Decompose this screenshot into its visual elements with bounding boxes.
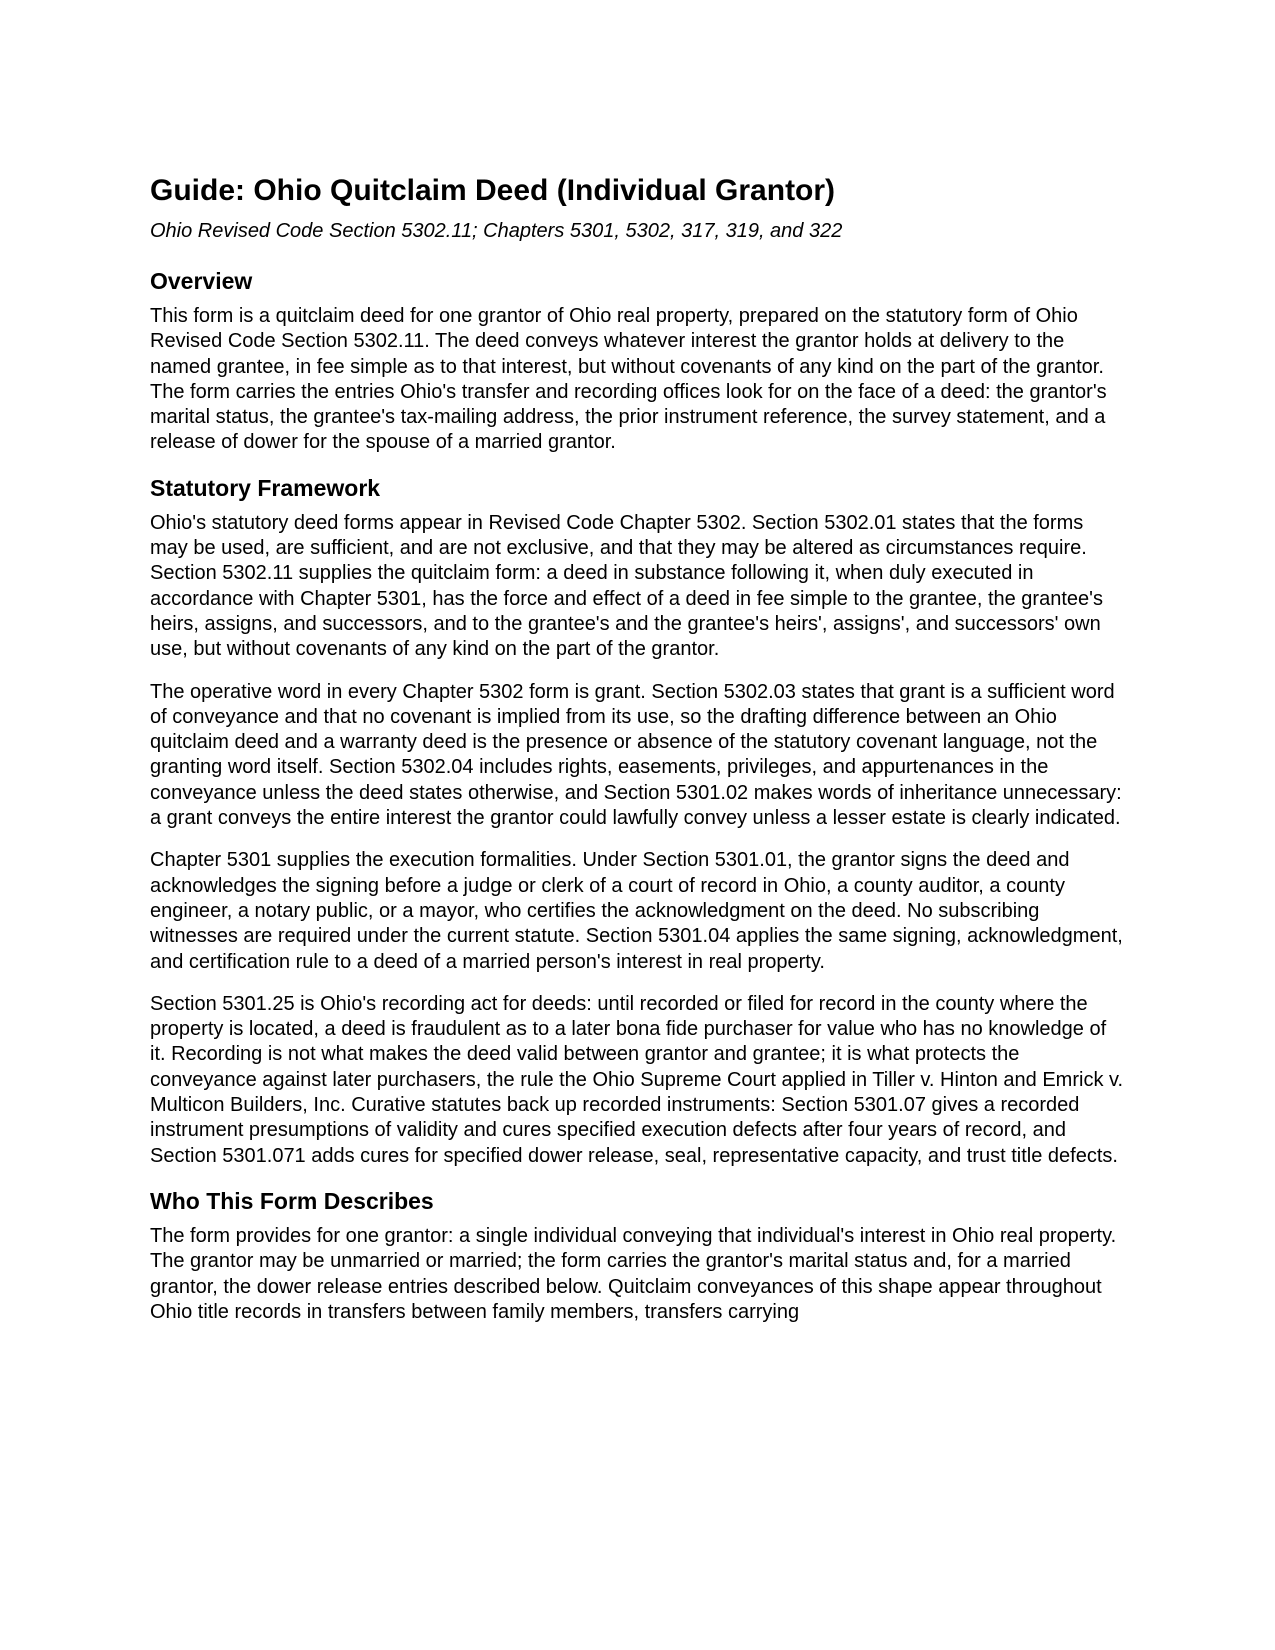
paragraph: The operative word in every Chapter 5302 form is grant. Section 5302.03 states that grant is a sufficient word of conveyance and that no covenant is implied from its use, so the drafting difference between an Ohio quitclaim deed and a warranty deed is the presence or absence of the statutory covenant language, not the granting word itself. Section 5302.04 includes rights, easements, privileges, and appurtenances in the conveyance unless the deed states otherwise, and Section 5301.02 makes words of inheritance unnecessary: a grant conveys the entire interest the grantor could lawfully convey unless a lesser estate is clearly indicated. <box>150 680 1122 830</box>
section-who-this-form-describes <box>150 1186 1125 1325</box>
document-title: Guide: Ohio Quitclaim Deed (Individual Grantor) <box>150 174 836 207</box>
section-statutory-framework <box>150 473 1125 1169</box>
paragraph: Section 5301.25 is Ohio's recording act for deeds: until recorded or filed for record in the county where the property is located, a deed is fraudulent as to a later bona fide purchaser for value who has no knowledge of it. Recording is not what makes the deed valid between grantor and grantee; it is what protects the conveyance against later purchasers, the rule the Ohio Supreme Court applied in Tiller v. Hinton and Emrick v. Multicon Builders, Inc. Curative statutes back up recorded instruments: Section 5301.07 gives a recorded instrument presumptions of validity and cures specified execution defects after four years of record, and Section 5301.071 adds cures for specified dower release, seal, representative capacity, and trust title defects. <box>150 992 1124 1167</box>
paragraph: Chapter 5301 supplies the execution formalities. Under Section 5301.01, the grantor signs the deed and acknowledges the signing before a judge or clerk of a court of record in Ohio, a county auditor, a county engineer, a notary public, or a mayor, who certifies the acknowledgment on the deed. No subscribing witnesses are required under the current statute. Section 5301.04 applies the same signing, acknowledgment, and certification rule to a deed of a married person's interest in real property. <box>150 849 1123 973</box>
section-heading: Overview <box>150 268 253 294</box>
paragraph: This form is a quitclaim deed for one grantor of Ohio real property, prepared on the statutory form of Ohio Revised Code Section 5302.11. The deed conveys whatever interest the grantor holds at delivery to the named grantee, in fee simple as to that interest, but without covenants of any kind on the part of the grantor. The form carries the entries Ohio's transfer and recording offices look for on the face of a deed: the grantor's marital status, the grantee's tax-mailing address, the prior instrument reference, the survey statement, and a release of dower for the spouse of a married grantor. <box>150 305 1107 454</box>
document-page <box>150 172 1125 1342</box>
paragraph: Ohio's statutory deed forms appear in Revised Code Chapter 5302. Section 5302.01 states that the forms may be used, are sufficient, and are not exclusive, and that they may be altered as circumstances require. Section 5302.11 supplies the quitclaim form: a deed in substance following it, when duly executed in accordance with Chapter 5301, has the force and effect of a deed in fee simple to the grantee, the grantee's heirs, assigns, and successors, and to the grantee's and the grantee's heirs', assigns', and successors' own use, but without covenants of any kind on the part of the grantor. <box>150 511 1103 661</box>
document-subtitle: Ohio Revised Code Section 5302.11; Chapters 5301, 5302, 317, 319, and 322 <box>150 220 843 242</box>
section-heading: Who This Form Describes <box>150 1187 434 1214</box>
section-heading: Statutory Framework <box>150 474 381 501</box>
section-overview <box>150 266 1125 456</box>
paragraph: The form provides for one grantor: a single individual conveying that individual's interest in Ohio real property. The grantor may be unmarried or married; the form carries the grantor's marital status and, for a married grantor, the dower release entries described below. Quitclaim conveyances of this shape appear throughout Ohio title records in transfers between family members, transfers carrying <box>150 1224 1117 1323</box>
